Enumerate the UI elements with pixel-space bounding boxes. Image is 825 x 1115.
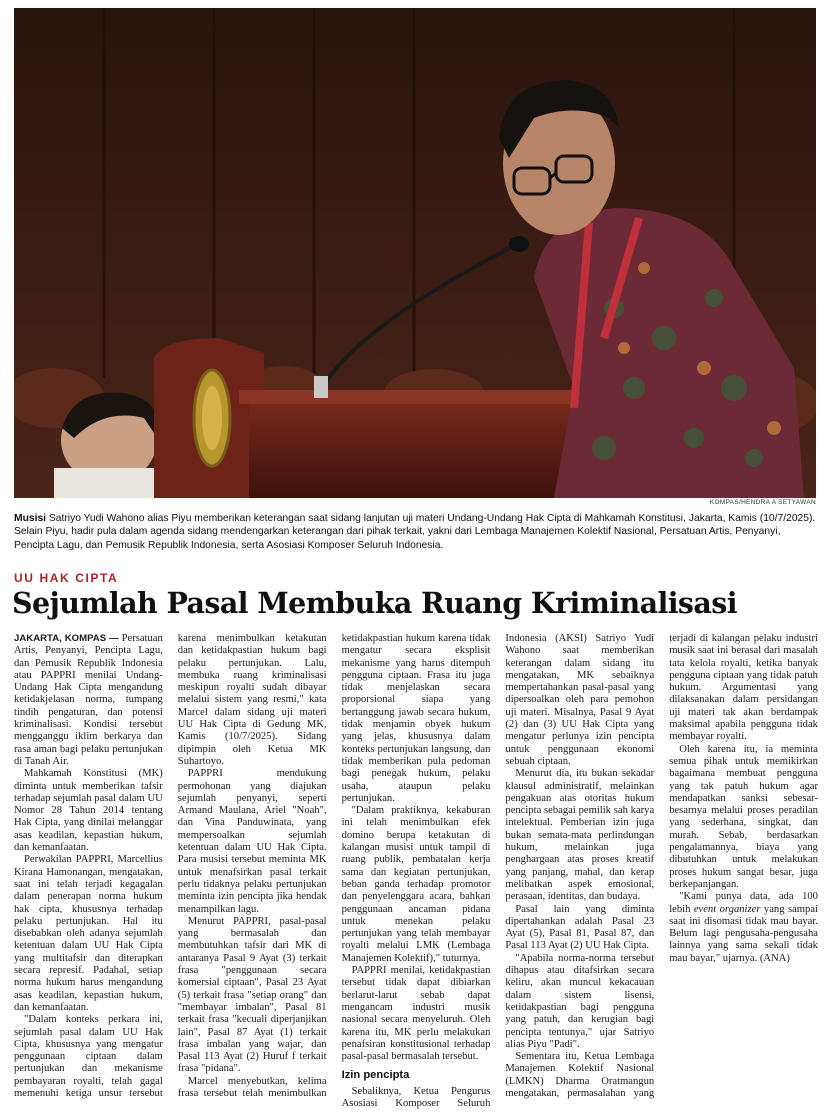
paragraph: Menurut dia, itu bukan sekadar klausul administratif, melainkan pengakuan atas otoritas hukum pencipta sebagai pemilik sah karya intelektual. Pemberian izin juga bukan semata-mata perlindungan hukum, melainkan juga penghargaan atas proses kreatif yang panjang, mahal, dan kerap melibatkan aspek emosional, perasaan, identitas, dan budaya. <box>505 768 655 903</box>
paragraph: Perwakilan PAPPRI, Marcellius Kirana Hamonangan, mengatakan, saat ini telah terjadi kegagalan dalam penerapan norma hukum hak cipta, khususnya terhadap pelaku pertunjukan. Hal itu disebabkan oleh adanya sejumlah ketentuan dalam UU Hak Cipta yang multitafsir dan diterapkan secara represif. Padahal, setiap norma hukum harus mengandung asas keadilan, kepastian hukum, dan kemanfaatan. <box>14 854 163 1013</box>
photo-credit: KOMPAS/HENDRA A SETYAWAN <box>709 499 816 506</box>
article-headline: Sejumlah Pasal Membuka Ruang Kriminalisasi <box>12 586 737 620</box>
news-photo <box>14 8 816 498</box>
dateline: JAKARTA, KOMPAS — <box>14 633 119 644</box>
paragraph: "Dalam praktiknya, kekaburan ini telah menimbulkan efek domino berupa ketakutan di kalangan musisi untuk tampil di ruang publik, pembatalan kerja sama dan kegiatan pertunjukan, beban ganda terhadap promotor dan penyelenggara acara, bahkan penggunaan ancaman pidana untuk menekan pelaku pertunjukan yang telah membayar royalti melalui LMK (Lembaga Manajemen Kolektif)," tuturnya. <box>341 805 491 964</box>
section-rubric: UU HAK CIPTA <box>14 571 119 585</box>
photo-caption <box>14 512 816 552</box>
paragraph: JAKARTA, KOMPAS — Persatuan Artis, Penyanyi, Pencipta Lagu, dan Pemusik Republik Indonesia atau PAPPRI menilai Undang-Undang Hak Cipta mengandung ketidakjelasan norma, tumpang tindih pengaturan, dan potensi kriminalisasi. Kondisi tersebut mengganggu iklim berkarya dan rasa aman bagi pelaku pertunjukan di Tanah Air. <box>14 633 163 767</box>
paragraph: "Apabila norma-norma tersebut dihapus atau ditafsirkan secara keliru, akan muncul kekacauan dalam sistem lisensi, ketidakpastian bagi pengguna yang patuh, dan kerugian bagi pencipta tentunya," ujar Satriyo alias Piyu "Padi". <box>505 952 655 1050</box>
caption-body: Satriyo Yudi Wahono alias Piyu memberikan keterangan saat sidang lanjutan uji materi Undang-Undang Hak Cipta di Mahkamah Konstitusi, Jakarta, Kamis (10/7/2025). Selain Piyu, hadir pula dalam agenda sidang mendengarkan keterangan dari pihak terkait, yakni dari Lembaga Manajemen Kolektif Nasional, Persatuan Artis, Penyanyi, Pencipta Lagu, dan Pemusik Republik Indonesia, serta Asosiasi Komposer Seluruh Indonesia. <box>14 513 816 551</box>
paragraph: "Kami punya data, ada 100 lebih event organizer yang sampai saat ini disomasi tidak mau bayar. Belum lagi pengusaha-pengusaha lainnya yang sama sekali tidak mau bayar," ujarnya. (ANA) <box>669 891 818 964</box>
paragraph: "Dalam konteks perkara ini, sejumlah pasal dalam UU Hak Cipta, khususnya yang mengatur penggunaan ciptaan dalam pertunjukan dan mekanisme pembayaran royalti, telah gagal memenuhi ketiga unsur tersebut karena menimbulkan ketakutan dan ketidakpastian hukum bagi pelaku pertunjukan. Lalu, membuka ruang kriminalisasi meskipun royalti sudah dibayar melalui sistem yang resmi," kata Marcel dalam sidang uji materi UU Hak Cipta di Gedung MK, Kamis (10/7/2025). Sidang dipimpin oleh Ketua MK Suhartoyo. <box>14 633 327 1099</box>
paragraph: Sebaliknya, Ketua Pengurus Asosiasi Komposer Seluruh Indonesia (AKSI) Satriyo Yudi Wahono saat memberikan keterangan dalam sidang itu mengatakan, MK sebaiknya mempertahankan pasal-pasal yang dipersoalkan oleh para pemohon uji materi. Misalnya, Pasal 9 Ayat (2) dan (3) UU Hak Cipta yang mengatur perlunya izin pencipta untuk penggunaan ekonomi sebuah ciptaan. <box>341 633 655 1109</box>
paragraph: Marcel menyebutkan, kelima frasa tersebut telah menimbulkan ketidakpastian hukum karena tidak mengatur secara eksplisit mekanisme yang harus ditempuh pengguna ciptaan. Frasa itu juga tidak menjelaskan secara proporsional siapa yang bertanggung jawab secara hukum, tidak menjamin obyek hukum yang jelas, khususnya dalam konteks pertunjukan langsung, dan tidak memberikan pula pedoman bagi penegak hukum, pelaku usaha, ataupun pelaku pertunjukan. <box>177 633 491 1099</box>
paragraph: PAPPRI menilai, ketidakpastian tersebut tidak dapat dibiarkan berlarut-larut sebab dapat mengancam industri musik nasional secara menyeluruh. Oleh karena itu, MK perlu melakukan penafsiran konstitusional terhadap pasal-pasal bermasalah tersebut. <box>341 965 491 1063</box>
paragraph: Mahkamah Konstitusi (MK) diminta untuk memberikan tafsir terhadap sejumlah pasal dalam UU Nomor 28 Tahun 2014 tentang Hak Cipta, yang dinilai melanggar asas keadilan, kepastian hukum, dan kemanfaatan. <box>14 768 163 854</box>
paragraph: Oleh karena itu, ia meminta semua pihak untuk memikirkan bagaimana membuat pengguna yang tak patuh hukum agar mendapatkan sanksi sebesar-besarnya melalui proses peradilan yang sederhana, singkat, dan murah. Sebab, berdasarkan pengalamannya, biaya yang dibutuhkan untuk melakukan proses hukum sangat besar, juga berkepanjangan. <box>669 743 818 890</box>
article-body <box>14 633 818 1111</box>
paragraph: Menurut PAPPRI, pasal-pasal yang bermasalah dan membutuhkan tafsir dari MK di antaranya Pasal 9 Ayat (3) terkait frasa "penggunaan secara komersial ciptaan", Pasal 23 Ayat (5) terkait frasa "setiap orang" dan "membayar imbalan", Pasal 81 terkait frasa "kecuali diperjanjikan lain", Pasal 87 Ayat (1) terkait frasa imbalan yang wajar, dan Pasal 113 Ayat (2) Huruf f terkait frasa "pidana". <box>177 915 327 1075</box>
paragraph: PAPPRI mendukung permohonan yang diajukan sejumlah penyanyi, seperti Armand Maulana, Ariel "Noah", dan Vina Panduwinata, yang mempersoalkan sejumlah ketentuan dalam UU Hak Cipta. Para musisi tersebut meminta MK untuk menafsirkan pasal terkait perlu tidaknya pelaku pertunjukan meminta izin pencipta jika hendak menampilkan lagu. <box>177 768 327 915</box>
paragraph: Sementara itu, Ketua Lembaga Manajemen Kolektif Nasional (LMKN) Dharma Oratmangun mengatakan, permasalahan yang terjadi di kalangan pelaku industri musik saat ini berasal dari masalah tata kelola royalti, ketika banyak pengguna ciptaan yang tidak patuh hukum. Argumentasi yang dilaksanakan dalam persidangan uji materi tak akan berdampak maksimal apabila pengguna tidak membayar royalti. <box>505 633 818 1099</box>
subheading: Izin pencipta <box>341 1069 410 1082</box>
caption-lead: Musisi <box>14 513 47 524</box>
paragraph: Pasal lain yang diminta dipertahankan adalah Pasal 23 Ayat (5), Pasal 81, Pasal 87, dan Pasal 113 Ayat (2) UU Hak Cipta. <box>505 903 655 952</box>
